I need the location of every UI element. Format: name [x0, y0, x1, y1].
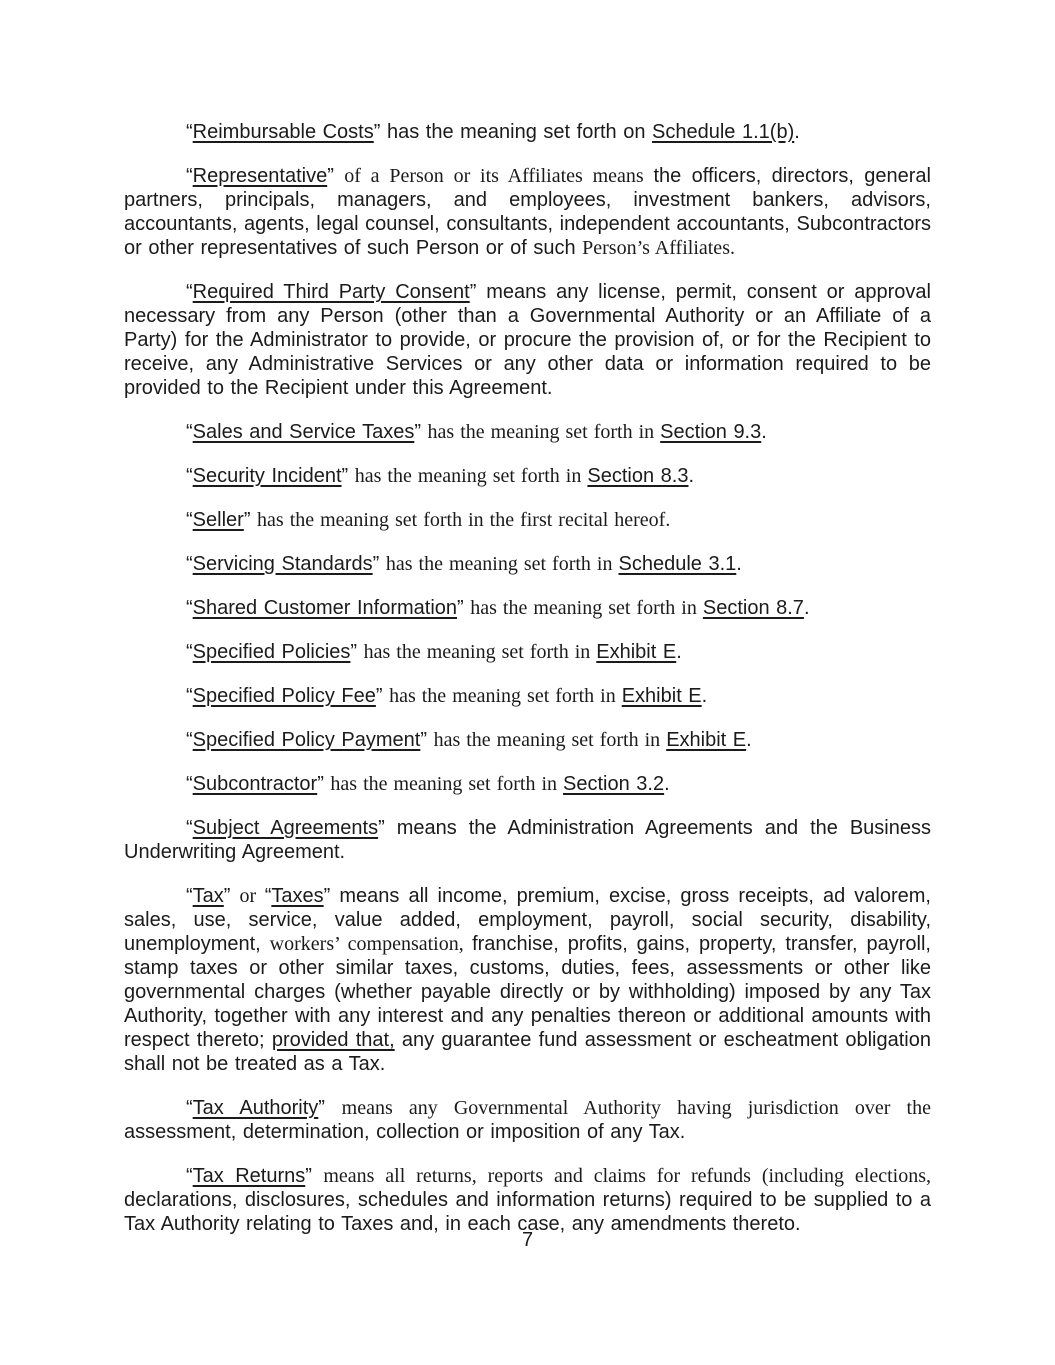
- defined-term: Specified Policy Fee: [192, 685, 376, 707]
- defined-term: Tax Returns: [192, 1165, 306, 1187]
- definition-paragraph: [124, 640, 931, 664]
- paragraph-text: ”: [305, 1165, 324, 1187]
- paragraph-text: “: [186, 1165, 193, 1187]
- definition-paragraph: [124, 420, 931, 444]
- paragraph-text: has the meaning set forth in: [354, 465, 588, 487]
- paragraph-text: “: [186, 509, 193, 531]
- paragraph-text: ”: [350, 641, 364, 663]
- paragraph-text: “: [186, 597, 193, 619]
- paragraph-text: “: [186, 1097, 193, 1119]
- paragraph-text: has the meaning set forth in: [433, 729, 667, 751]
- paragraph-text: the officers, directors, general partners, principals, managers, and employees, investment bankers, advisors, accountants, agents, legal counsel, consultants, independent accountants, Subcontractors or other representatives of such Person or of such: [124, 165, 931, 259]
- paragraph-text: “: [264, 885, 272, 907]
- paragraph-text: “: [186, 121, 193, 143]
- paragraph-text: Person’s Affiliates.: [582, 237, 735, 259]
- paragraph-text: “: [186, 729, 193, 751]
- definition-paragraph: [124, 1164, 931, 1236]
- defined-term: Specified Policy Payment: [192, 729, 421, 751]
- paragraph-text: ”: [317, 773, 331, 795]
- paragraph-text: .: [701, 685, 708, 707]
- paragraph-text: means any Governmental Authority having jurisdiction over the: [341, 1097, 931, 1119]
- paragraph-text: “: [186, 465, 193, 487]
- paragraph-text: has the meaning set forth in the first recital hereof.: [257, 509, 671, 531]
- paragraph-text: ” has the meaning set forth on: [373, 121, 653, 143]
- definition-paragraph: [124, 508, 931, 532]
- paragraph-text: “: [186, 553, 193, 575]
- paragraph-text: franchise, profits, gains, property, transfer, payroll, stamp taxes or other similar taxes, customs, duties, fees, assessments or other like governmental charges (whether payable directly or by withholding) imposed by any Tax Authority, together with any interest and any penalties thereon or additional amounts with respect thereto;: [124, 933, 931, 1051]
- definitions-section: [124, 120, 931, 1256]
- paragraph-text: ”: [372, 553, 386, 575]
- paragraph-text: assessment, determination, collection or imposition of any Tax.: [124, 1121, 686, 1143]
- definition-paragraph: [124, 728, 931, 752]
- page-number: 7: [521, 1229, 534, 1251]
- cross-reference: Exhibit E: [596, 641, 677, 663]
- definition-paragraph: [124, 552, 931, 576]
- defined-term: Servicing Standards: [192, 553, 373, 575]
- paragraph-text: means all returns, reports and claims for refunds (including elections,: [323, 1165, 931, 1187]
- paragraph-text: “: [186, 281, 193, 303]
- paragraph-text: has the meaning set forth in: [389, 685, 622, 707]
- cross-reference: Exhibit E: [621, 685, 702, 707]
- paragraph-text: has the meaning set forth in: [363, 641, 597, 663]
- paragraph-text: ” means any license, permit, consent or approval necessary from any Person (other than a Governmental Authority or an Affiliate of a Party) for the Administrator to provide, or procure the provision of, or for the Recipient to receive, any Administrative Services or any other data or information required to be provided to the Recipient under this Agreement.: [124, 281, 931, 399]
- definition-paragraph: [124, 816, 931, 864]
- paragraph-text: or: [239, 885, 265, 907]
- cross-reference: Section 3.2: [563, 773, 665, 795]
- definition-paragraph: [124, 684, 931, 708]
- defined-term: Specified Policies: [192, 641, 351, 663]
- defined-term: Tax Authority: [192, 1097, 319, 1119]
- paragraph-text: declarations, disclosures, schedules and information returns) required to be supplied to a Tax Authority relating to Taxes and, in each case, any amendments thereto.: [124, 1189, 931, 1235]
- paragraph-text: “: [186, 885, 193, 907]
- paragraph-text: .: [794, 121, 800, 143]
- paragraph-text: of a Person or its Affiliates means: [344, 165, 654, 187]
- defined-term: Reimbursable Costs: [192, 121, 374, 143]
- paragraph-text: “: [186, 641, 193, 663]
- paragraph-text: .: [688, 465, 695, 487]
- paragraph-text: ”: [327, 165, 345, 187]
- paragraph-text: “: [186, 817, 193, 839]
- cross-reference: Schedule 3.1: [618, 553, 737, 575]
- paragraph-text: .: [803, 597, 810, 619]
- paragraph-text: .: [676, 641, 682, 663]
- cross-reference: Exhibit E: [666, 729, 747, 751]
- paragraph-text: ” means all income, premium, excise, gross receipts, ad valorem, sales, use, service, value added, employment, payroll, social security, disability, unemployment,: [124, 885, 931, 955]
- proviso: provided that,: [271, 1029, 395, 1051]
- cross-reference: Section 8.7: [702, 597, 804, 619]
- paragraph-text: “: [186, 773, 193, 795]
- paragraph-text: ”: [243, 509, 258, 531]
- paragraph-text: ”: [375, 685, 390, 707]
- paragraph-text: “: [186, 685, 193, 707]
- definition-paragraph: [124, 164, 931, 260]
- paragraph-text: “: [186, 421, 193, 443]
- paragraph-text: ” means the Administration Agreements and the Business Underwriting Agreement.: [124, 817, 931, 863]
- paragraph-text: .: [746, 729, 752, 751]
- paragraph-text: has the meaning set forth in: [385, 553, 619, 575]
- cross-reference: Schedule 1.1(b): [652, 121, 795, 143]
- paragraph-text: has the meaning set forth in: [330, 773, 564, 795]
- definition-paragraph: [124, 596, 931, 620]
- defined-term: Representative: [192, 165, 328, 187]
- paragraph-text: ”: [457, 597, 471, 619]
- paragraph-text: ”: [341, 465, 355, 487]
- definition-paragraph: [124, 464, 931, 488]
- defined-term: Subcontractor: [192, 773, 318, 795]
- definition-paragraph: [124, 120, 931, 144]
- paragraph-text: ”: [420, 729, 434, 751]
- paragraph-text: .: [664, 773, 670, 795]
- definition-paragraph: [124, 1096, 931, 1144]
- defined-term: Shared Customer Information: [192, 597, 458, 619]
- paragraph-text: has the meaning set forth in: [470, 597, 703, 619]
- definition-paragraph: [124, 884, 931, 1076]
- defined-term: Required Third Party Consent: [192, 281, 470, 303]
- paragraph-text: “: [186, 165, 193, 187]
- paragraph-text: .: [736, 553, 742, 575]
- definition-paragraph: [124, 772, 931, 796]
- defined-term: Seller: [192, 509, 244, 531]
- paragraph-text: ”: [223, 885, 240, 907]
- cross-reference: Section 8.3: [587, 465, 689, 487]
- defined-term: Sales and Service Taxes: [192, 421, 415, 443]
- defined-term: Tax: [192, 885, 224, 907]
- paragraph-text: workers’ compensation,: [269, 933, 473, 955]
- defined-term: Security Incident: [192, 465, 342, 487]
- paragraph-text: ”: [414, 421, 428, 443]
- paragraph-text: any guarantee fund assessment or escheatment obligation shall not be treated as a Tax.: [124, 1029, 931, 1075]
- definition-paragraph: [124, 280, 931, 400]
- defined-term: Subject Agreements: [192, 817, 379, 839]
- defined-term: Taxes: [271, 885, 324, 907]
- paragraph-text: .: [761, 421, 767, 443]
- paragraph-text: has the meaning set forth in: [427, 421, 661, 443]
- paragraph-text: ”: [318, 1097, 342, 1119]
- cross-reference: Section 9.3: [660, 421, 762, 443]
